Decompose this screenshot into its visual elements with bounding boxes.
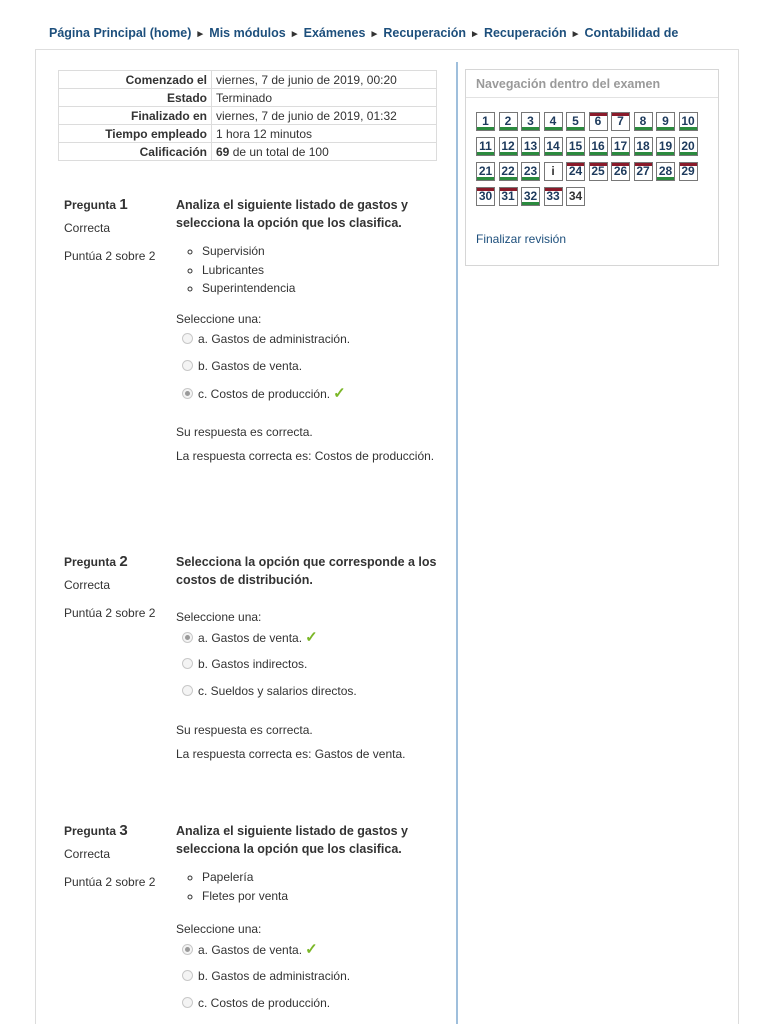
grade-score: 69 [216,144,230,159]
question-text: Analiza el siguiente listado de gastos y selecciona la opción que los clasifica. [176,824,409,856]
nav-question-button[interactable]: 4 [544,112,563,131]
question-nav-grid [476,112,716,212]
nav-question-button[interactable]: 1 [476,112,495,131]
question-label: Pregunta [64,198,117,212]
nav-question-button[interactable]: 11 [476,137,495,156]
question-text: Analiza el siguiente listado de gastos y selecciona la opción que los clasifica. [176,198,409,230]
frame-left-border [35,50,36,1024]
question-label: Pregunta [64,824,117,838]
option-label: a. Gastos de administración. [198,331,351,346]
expense-list [176,242,444,298]
question-number [64,822,164,839]
nav-question-button[interactable]: 13 [521,137,540,156]
feedback-text: Su respuesta es correcta. [176,723,313,737]
quiz-navigation-title: Navegación dentro del examen [466,70,718,98]
radio-button-selected[interactable] [182,944,193,955]
nav-question-button[interactable]: 16 [589,137,608,156]
nav-question-button[interactable]: 3 [521,112,540,131]
question-state: Correcta [64,578,111,592]
question-state: Correcta [64,847,111,861]
breadcrumb-examenes[interactable]: Exámenes [303,26,366,40]
nav-question-button[interactable]: 18 [634,137,653,156]
summary-row [59,71,437,89]
question-info [64,196,164,265]
question-number-value: 1 [119,196,128,213]
feedback-text: Su respuesta es correcta. [176,424,313,439]
answer-option-a[interactable] [176,326,444,353]
summary-label: Estado [59,89,212,107]
question-label: Pregunta [64,555,117,569]
option-label: a. Gastos de venta. [198,631,303,645]
nav-question-button[interactable]: 6 [589,112,608,131]
nav-question-button[interactable]: 34 [566,187,585,206]
option-label: c. Costos de producción. [198,386,331,401]
option-label: b. Gastos indirectos. [198,657,308,671]
summary-value: viernes, 7 de junio de 2019, 01:32 [212,107,437,125]
breadcrumb-separator-icon: ► [289,29,300,40]
nav-question-button[interactable]: 10 [679,112,698,131]
nav-question-button[interactable]: 25 [589,162,608,181]
question-number-value: 3 [119,822,128,839]
grade-total: de un total de 100 [229,144,329,159]
nav-question-button[interactable]: 2 [499,112,518,131]
breadcrumb [35,14,739,50]
question-state: Correcta [64,221,111,235]
question-content [176,196,444,471]
question-number [64,553,164,570]
nav-question-button[interactable]: 30 [476,187,495,206]
breadcrumb-separator-icon: ► [470,29,480,40]
answer-option-a[interactable] [176,624,444,651]
nav-question-button[interactable]: 5 [566,112,585,131]
right-answer-text: La respuesta correcta es: Gastos de venta. [176,747,406,761]
nav-question-button[interactable]: 15 [566,137,585,156]
answer-option-b[interactable] [176,651,444,678]
nav-question-button[interactable]: 20 [679,137,698,156]
nav-question-button[interactable]: 29 [679,162,698,181]
summary-value: Terminado [212,89,437,107]
answer-option-b[interactable] [176,353,444,380]
summary-label: Finalizado en [59,107,212,125]
option-label: a. Gastos de venta. [198,943,303,957]
list-item: ◦ Supervisión [202,242,444,261]
frame-right-border [738,50,739,1024]
nav-question-button[interactable]: 32 [521,187,540,206]
checkmark-icon: ✓ [333,384,346,402]
radio-button[interactable] [182,970,193,981]
radio-button-selected[interactable] [182,388,193,399]
nav-question-button[interactable]: 8 [634,112,653,131]
nav-question-button[interactable]: 9 [656,112,675,131]
question-number [64,196,164,213]
list-item: ◦ Superintendencia [202,279,444,298]
nav-question-button[interactable]: 23 [521,162,540,181]
question-grade: Puntúa 2 sobre 2 [64,875,156,889]
nav-question-button[interactable]: 24 [566,162,585,181]
question-info [64,822,164,891]
option-label: b. Gastos de venta. [198,358,303,373]
breadcrumb-separator-icon: ► [570,29,581,40]
answer-option-c[interactable] [176,380,444,407]
question-info [64,553,164,622]
summary-row [59,89,437,107]
question-grade: Puntúa 2 sobre 2 [64,249,156,263]
nav-question-button[interactable]: 26 [611,162,630,181]
nav-question-button[interactable]: 19 [656,137,675,156]
summary-label: Comenzado el [59,71,212,89]
summary-value: viernes, 7 de junio de 2019, 00:20 [212,71,437,89]
nav-question-button[interactable]: 31 [499,187,518,206]
answer-prompt: Seleccione una: [176,610,262,624]
answer-prompt: Seleccione una: [176,311,262,326]
feedback [176,721,444,764]
breadcrumb-contabilidad[interactable]: Contabilidad de [584,26,679,40]
answer-option-b[interactable] [176,963,444,990]
question-text: Selecciona la opción que corresponde a los costos de distribución. [176,555,437,587]
summary-row [59,143,437,161]
right-answer-text: La respuesta correcta es: Costos de producción. [176,448,435,463]
radio-button[interactable] [182,685,193,696]
radio-button[interactable] [182,360,193,371]
radio-button[interactable] [182,997,193,1008]
question-content [176,553,444,769]
nav-question-button[interactable]: 17 [611,137,630,156]
question-grade: Puntúa 2 sobre 2 [64,606,156,620]
list-item: ◦ Fletes por venta [202,887,444,906]
nav-question-button[interactable]: 28 [656,162,675,181]
question-number-value: 2 [119,553,128,570]
checkmark-icon: ✓ [305,629,318,646]
nav-question-button[interactable]: 12 [499,137,518,156]
quiz-navigation-block [465,69,719,266]
nav-question-button[interactable]: 33 [544,187,563,206]
summary-value [212,143,437,161]
option-label: b. Gastos de administración. [198,969,351,983]
breadcrumb-home[interactable]: Página Principal (home) [49,26,192,40]
answer-option-a[interactable] [176,936,444,963]
question-content [176,822,444,1017]
summary-label: Tiempo empleado [59,125,212,143]
list-item: ◦ Lubricantes [202,261,444,280]
finish-review-link[interactable]: Finalizar revisión [476,232,567,246]
radio-button[interactable] [182,333,193,344]
column-divider [456,62,458,1024]
radio-button[interactable] [182,658,193,669]
answer-prompt: Seleccione una: [176,922,262,936]
option-label: c. Sueldos y salarios directos. [198,684,357,698]
answer-option-c[interactable] [176,990,444,1017]
nav-question-button[interactable]: 21 [476,162,495,181]
nav-question-button[interactable]: 14 [544,137,563,156]
feedback [176,423,444,466]
summary-label: Calificación [59,143,212,161]
summary-row [59,107,437,125]
attempt-summary-table [58,70,437,161]
breadcrumb-recuperacion-2[interactable]: Recuperación [483,26,567,40]
summary-value: 1 hora 12 minutos [212,125,437,143]
list-item: ◦ Papelería [202,868,444,887]
nav-question-button[interactable]: i [544,162,563,181]
breadcrumb-separator-icon: ► [369,29,380,40]
nav-question-button[interactable]: 22 [499,162,518,181]
checkmark-icon: ✓ [305,941,318,958]
option-label: c. Costos de producción. [198,996,331,1010]
summary-row [59,125,437,143]
expense-list [176,868,444,905]
radio-button-selected[interactable] [182,632,193,643]
breadcrumb-recuperacion-1[interactable]: Recuperación [383,26,467,40]
breadcrumb-mis-modulos[interactable]: Mis módulos [209,26,286,40]
nav-question-button[interactable]: 27 [634,162,653,181]
breadcrumb-separator-icon: ► [195,29,206,40]
answer-option-c[interactable] [176,678,444,705]
nav-question-button[interactable]: 7 [611,112,630,131]
